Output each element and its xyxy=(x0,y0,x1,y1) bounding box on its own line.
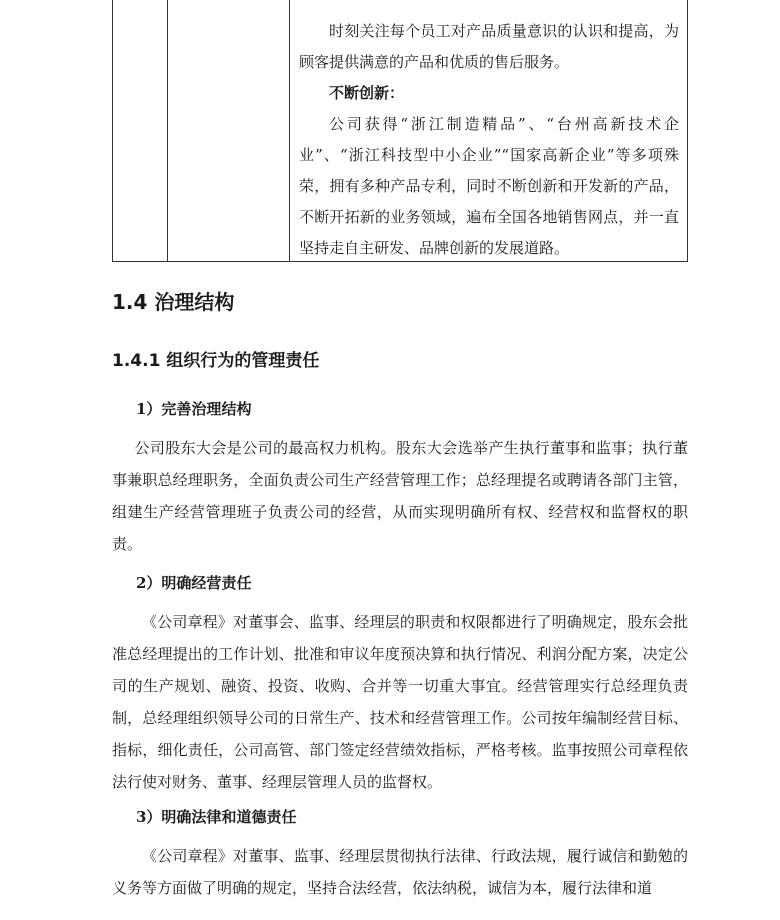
subsection-title: 1.4.1 组织行为的管理责任 xyxy=(112,351,320,371)
item-body: 公司股东大会是公司的最高权力机构。股东大会选举产生执行董事和监事；执行董事兼职总经理职务，全面负责公司生产经营管理工作；总经理提名或聘请各部门主管，组建生产经营管理班子负责公司的经营，从而实现明确所有权、经营权和监督权的职责。 xyxy=(112,439,688,553)
section-title: 1.4 治理结构 xyxy=(112,290,235,314)
table-column-divider xyxy=(167,0,168,261)
item-body: 《公司章程》对董事会、监事、经理层的职责和权限都进行了明确规定，股东会批准总经理提出的工作计划、批准和审议年度预决算和执行情况、利润分配方案，决定公司的生产规划、融资、投资、收购、合并等一切重大事宜。经营管理实行总经理负责制，总经理组织领导公司的日常生产、技术和经营管理工作。公司按年编制经营目标、指标，细化责任，公司高管、部门签定经营绩效指标，严格考核。监事按照公司章程依法行使对财务、董事、经理层管理人员的监督权。 xyxy=(112,613,688,791)
table-fragment xyxy=(112,0,688,262)
table-cell-content xyxy=(299,16,679,264)
table-column-divider xyxy=(289,0,290,261)
item-body: 《公司章程》对董事、监事、经理层贯彻执行法律、行政法规，履行诚信和勤勉的义务等方面做了明确的规定，坚持合法经营，依法纳税，诚信为本，履行法律和道 xyxy=(112,847,688,897)
table-cell-paragraph: 公司获得“浙江制造精品”、“台州高新技术企业”、“浙江科技型中小企业”“国家高新企业”等多项殊荣，拥有多种产品专利，同时不断创新和开发新的产品，不断开拓新的业务领域，遍布全国各地销售网点，并一直坚持走自主研发、品牌创新的发展道路。 xyxy=(299,115,679,257)
item-heading: 2）明确经营责任 xyxy=(136,574,252,592)
table-cell-subheading: 不断创新： xyxy=(329,84,405,102)
item-heading: 1）完善治理结构 xyxy=(136,400,252,418)
item-heading: 3）明确法律和道德责任 xyxy=(136,808,297,826)
table-cell-paragraph: 时刻关注每个员工对产品质量意识的认识和提高，为顾客提供满意的产品和优质的售后服务。 xyxy=(299,22,679,71)
